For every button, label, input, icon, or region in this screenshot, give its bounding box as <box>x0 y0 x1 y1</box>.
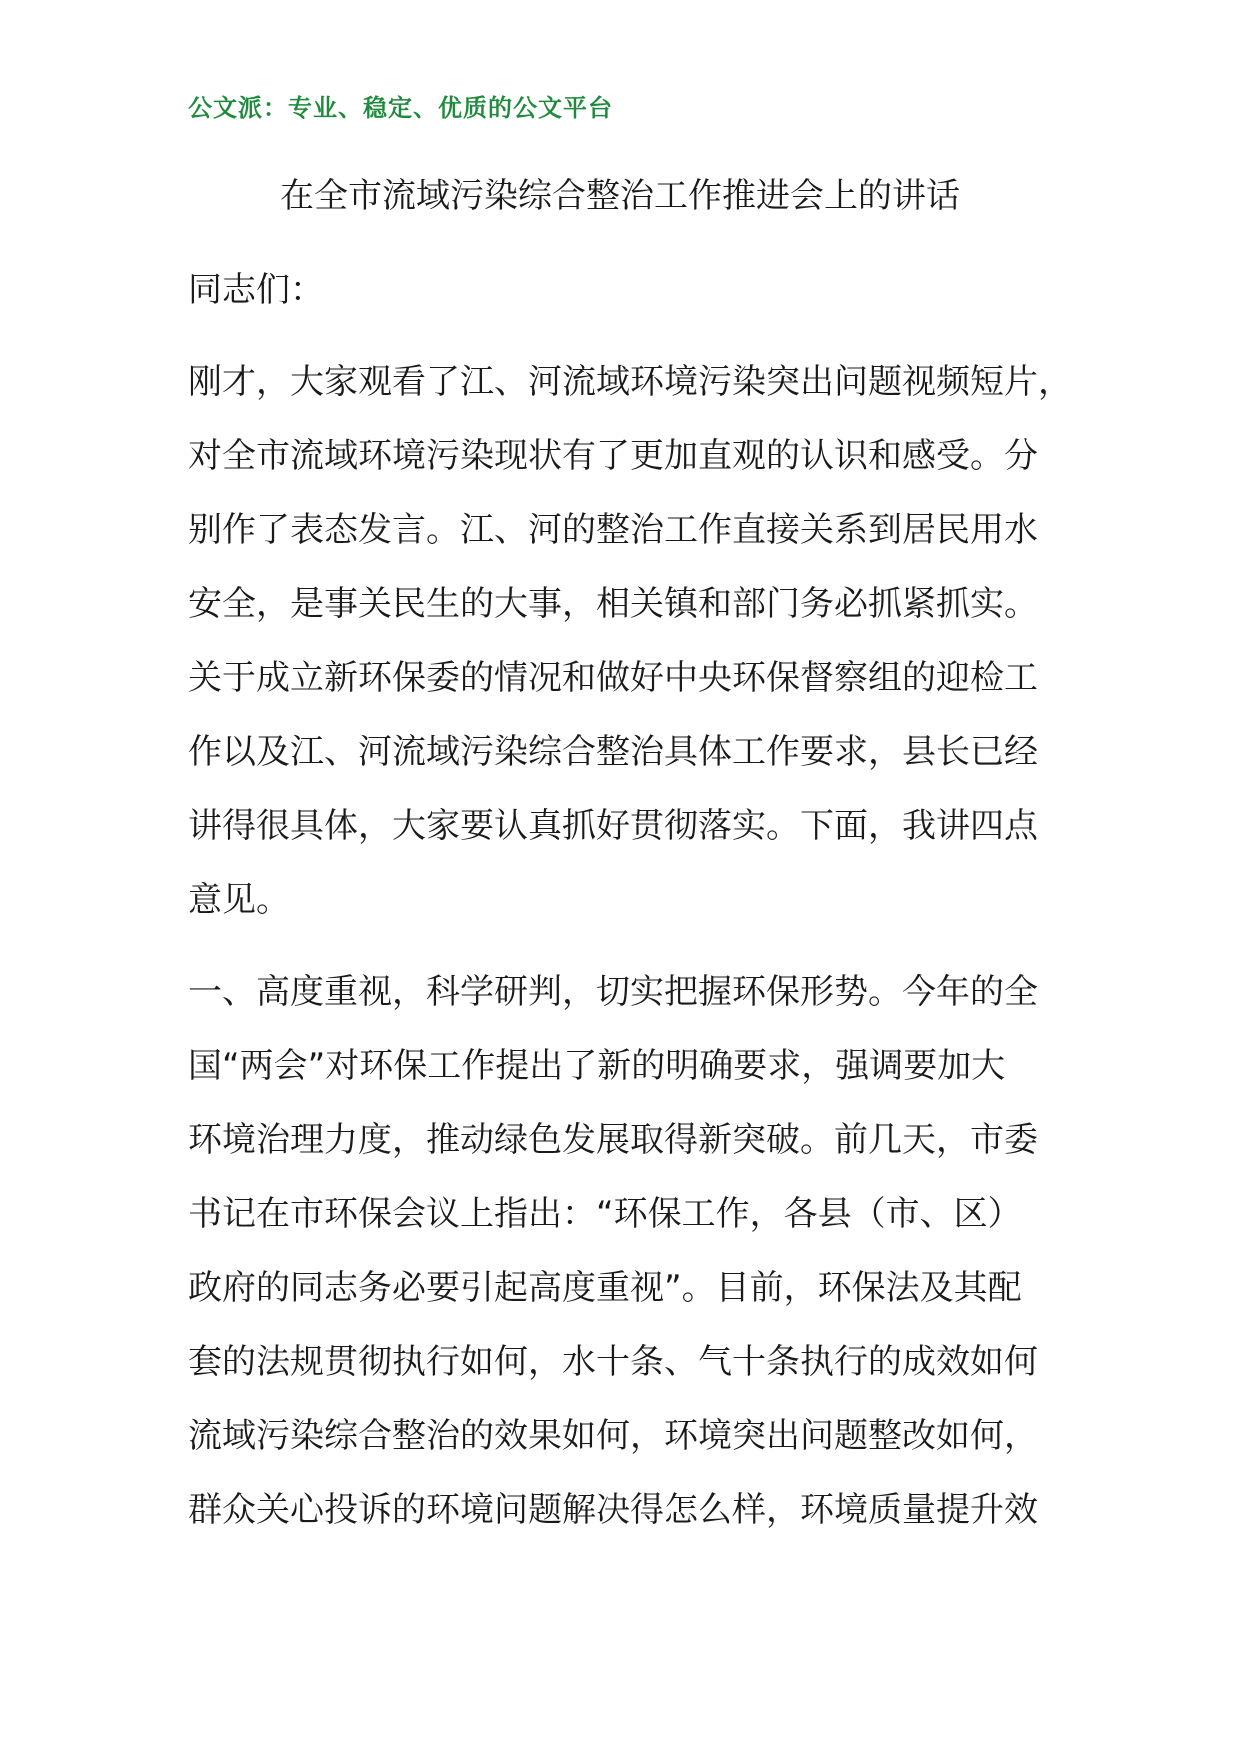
document-title: 在全市流域污染综合整治工作推进会上的讲话 <box>280 176 960 216</box>
paragraph-line: 书记在市环保会议上指出：“环保工作，各县（市、区） <box>188 1194 1022 1234</box>
paragraph-line: 一、高度重视，科学研判，切实把握环保形势。今年的全 <box>188 972 1038 1012</box>
salutation: 同志们： <box>188 270 324 310</box>
paragraph-line: 环境治理力度，推动绿色发展取得新突破。前几天，市委 <box>188 1120 1038 1160</box>
paragraph-line: 讲得很具体，大家要认真抓好贯彻落实。下面，我讲四点 <box>188 806 1038 846</box>
paragraph-line: 流域污染综合整治的效果如何，环境突出问题整改如何， <box>188 1416 1038 1456</box>
header-brand-text: 公文派：专业、稳定、优质的公文平台 <box>188 94 613 122</box>
paragraph-line: 对全市流域环境污染现状有了更加直观的认识和感受。分 <box>188 436 1038 476</box>
paragraph-2 <box>188 970 1088 1562</box>
paragraph-line: 群众关心投诉的环境问题解决得怎么样，环境质量提升效 <box>188 1490 1038 1530</box>
paragraph-line: 意见。 <box>188 880 290 920</box>
paragraph-line: 政府的同志务必要引起高度重视”。目前，环保法及其配 <box>188 1268 1022 1308</box>
paragraph-line: 安全，是事关民生的大事，相关镇和部门务必抓紧抓实。 <box>188 584 1038 624</box>
paragraph-line: 作以及江、河流域污染综合整治具体工作要求，县长已经 <box>188 732 1038 772</box>
paragraph-line: 刚才，大家观看了江、河流域环境污染突出问题视频短片， <box>188 362 1072 402</box>
paragraph-line: 套的法规贯彻执行如何，水十条、气十条执行的成效如何 <box>188 1342 1038 1382</box>
paragraph-line: 别作了表态发言。江、河的整治工作直接关系到居民用水 <box>188 510 1038 550</box>
paragraph-line: 国“两会”对环保工作提出了新的明确要求，强调要加大 <box>188 1046 1006 1086</box>
paragraph-1 <box>188 360 1088 952</box>
paragraph-line: 关于成立新环保委的情况和做好中央环保督察组的迎检工 <box>188 658 1038 698</box>
